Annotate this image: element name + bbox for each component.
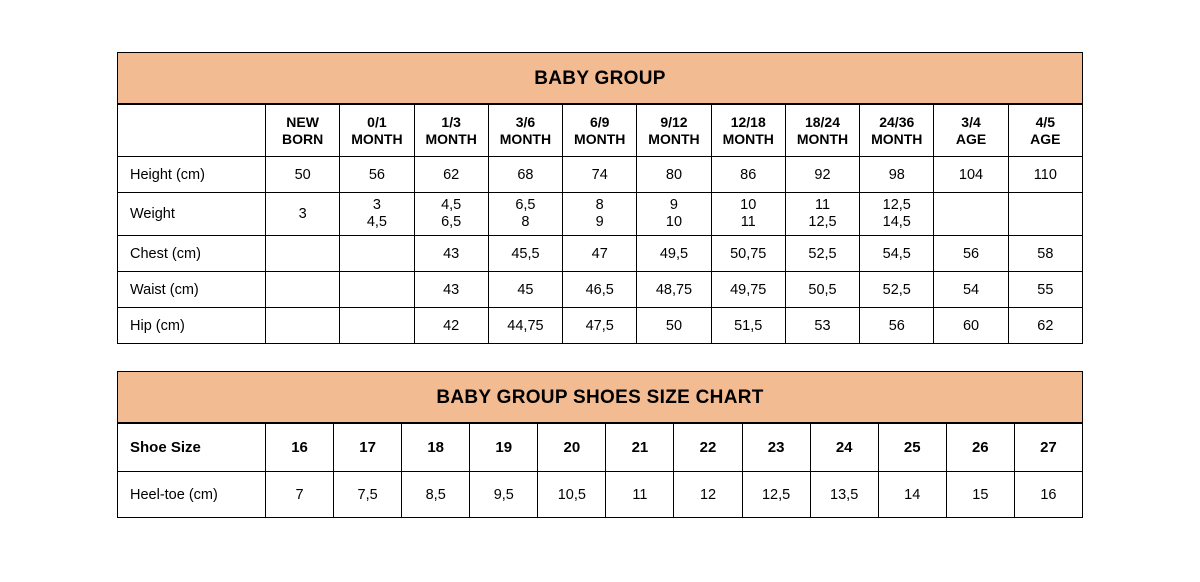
data-cell: 4,5 6,5	[414, 193, 488, 236]
data-cell: 49,75	[711, 272, 785, 308]
data-cell: 20	[538, 424, 606, 472]
column-header: 18/24 MONTH	[785, 105, 859, 157]
data-cell: 62	[1008, 308, 1082, 344]
data-cell: 47	[563, 236, 637, 272]
table-row	[118, 236, 1083, 272]
data-cell: 17	[334, 424, 402, 472]
data-cell: 46,5	[563, 272, 637, 308]
baby-group-title: BABY GROUP	[117, 52, 1083, 104]
column-header: 6/9 MONTH	[563, 105, 637, 157]
data-cell: 3	[266, 193, 340, 236]
data-cell: 43	[414, 236, 488, 272]
data-cell: 27	[1014, 424, 1082, 472]
data-cell	[1008, 193, 1082, 236]
data-cell: 42	[414, 308, 488, 344]
data-cell: 8 9	[563, 193, 637, 236]
size-chart-page	[117, 52, 1083, 518]
data-cell: 110	[1008, 157, 1082, 193]
data-cell: 60	[934, 308, 1008, 344]
column-header: 3/4 AGE	[934, 105, 1008, 157]
shoes-size-table	[117, 423, 1083, 518]
data-cell: 53	[785, 308, 859, 344]
data-cell: 98	[860, 157, 934, 193]
row-label: Heel-toe (cm)	[118, 472, 266, 518]
data-cell: 19	[470, 424, 538, 472]
data-cell: 52,5	[860, 272, 934, 308]
data-cell: 23	[742, 424, 810, 472]
column-header: NEW BORN	[266, 105, 340, 157]
data-cell: 50	[637, 308, 711, 344]
data-cell: 50	[266, 157, 340, 193]
data-cell: 10 11	[711, 193, 785, 236]
data-cell: 8,5	[402, 472, 470, 518]
data-cell: 9 10	[637, 193, 711, 236]
table-row	[118, 472, 1083, 518]
data-cell: 18	[402, 424, 470, 472]
data-cell: 80	[637, 157, 711, 193]
data-cell: 50,75	[711, 236, 785, 272]
data-cell: 58	[1008, 236, 1082, 272]
data-cell: 45	[488, 272, 562, 308]
row-label: Weight	[118, 193, 266, 236]
data-cell: 12,5 14,5	[860, 193, 934, 236]
data-cell: 50,5	[785, 272, 859, 308]
data-cell: 7,5	[334, 472, 402, 518]
table-row	[118, 272, 1083, 308]
data-cell: 56	[340, 157, 414, 193]
data-cell: 26	[946, 424, 1014, 472]
data-cell: 51,5	[711, 308, 785, 344]
data-cell: 6,5 8	[488, 193, 562, 236]
data-cell: 52,5	[785, 236, 859, 272]
data-cell: 12	[674, 472, 742, 518]
row-label: Waist (cm)	[118, 272, 266, 308]
column-header: 1/3 MONTH	[414, 105, 488, 157]
data-cell: 24	[810, 424, 878, 472]
row-label: Shoe Size	[118, 424, 266, 472]
table-row	[118, 157, 1083, 193]
data-cell: 22	[674, 424, 742, 472]
column-header: 3/6 MONTH	[488, 105, 562, 157]
data-cell: 14	[878, 472, 946, 518]
data-cell: 10,5	[538, 472, 606, 518]
data-cell: 16	[1014, 472, 1082, 518]
data-cell: 43	[414, 272, 488, 308]
data-cell: 62	[414, 157, 488, 193]
data-cell: 47,5	[563, 308, 637, 344]
row-label: Height (cm)	[118, 157, 266, 193]
data-cell	[340, 236, 414, 272]
data-cell: 49,5	[637, 236, 711, 272]
table-header-row	[118, 105, 1083, 157]
baby-group-table	[117, 104, 1083, 344]
column-header: 0/1 MONTH	[340, 105, 414, 157]
data-cell: 104	[934, 157, 1008, 193]
data-cell: 74	[563, 157, 637, 193]
data-cell: 68	[488, 157, 562, 193]
data-cell: 54	[934, 272, 1008, 308]
table-row	[118, 193, 1083, 236]
data-cell: 11 12,5	[785, 193, 859, 236]
data-cell: 44,75	[488, 308, 562, 344]
data-cell: 56	[860, 308, 934, 344]
data-cell: 11	[606, 472, 674, 518]
data-cell: 25	[878, 424, 946, 472]
shoes-chart-title: BABY GROUP SHOES SIZE CHART	[117, 371, 1083, 423]
header-corner-cell	[118, 105, 266, 157]
data-cell: 12,5	[742, 472, 810, 518]
table-row	[118, 308, 1083, 344]
data-cell: 13,5	[810, 472, 878, 518]
column-header: 24/36 MONTH	[860, 105, 934, 157]
data-cell: 21	[606, 424, 674, 472]
data-cell: 9,5	[470, 472, 538, 518]
data-cell: 92	[785, 157, 859, 193]
column-header: 4/5 AGE	[1008, 105, 1082, 157]
table-spacer	[117, 344, 1083, 371]
column-header: 12/18 MONTH	[711, 105, 785, 157]
row-label: Chest (cm)	[118, 236, 266, 272]
data-cell: 45,5	[488, 236, 562, 272]
data-cell: 16	[266, 424, 334, 472]
data-cell: 54,5	[860, 236, 934, 272]
data-cell: 7	[266, 472, 334, 518]
data-cell: 3 4,5	[340, 193, 414, 236]
table-row	[118, 424, 1083, 472]
row-label: Hip (cm)	[118, 308, 266, 344]
data-cell	[340, 272, 414, 308]
data-cell: 48,75	[637, 272, 711, 308]
column-header: 9/12 MONTH	[637, 105, 711, 157]
data-cell	[934, 193, 1008, 236]
data-cell: 56	[934, 236, 1008, 272]
data-cell	[266, 272, 340, 308]
data-cell: 15	[946, 472, 1014, 518]
data-cell	[266, 308, 340, 344]
data-cell	[266, 236, 340, 272]
data-cell: 86	[711, 157, 785, 193]
data-cell	[340, 308, 414, 344]
data-cell: 55	[1008, 272, 1082, 308]
